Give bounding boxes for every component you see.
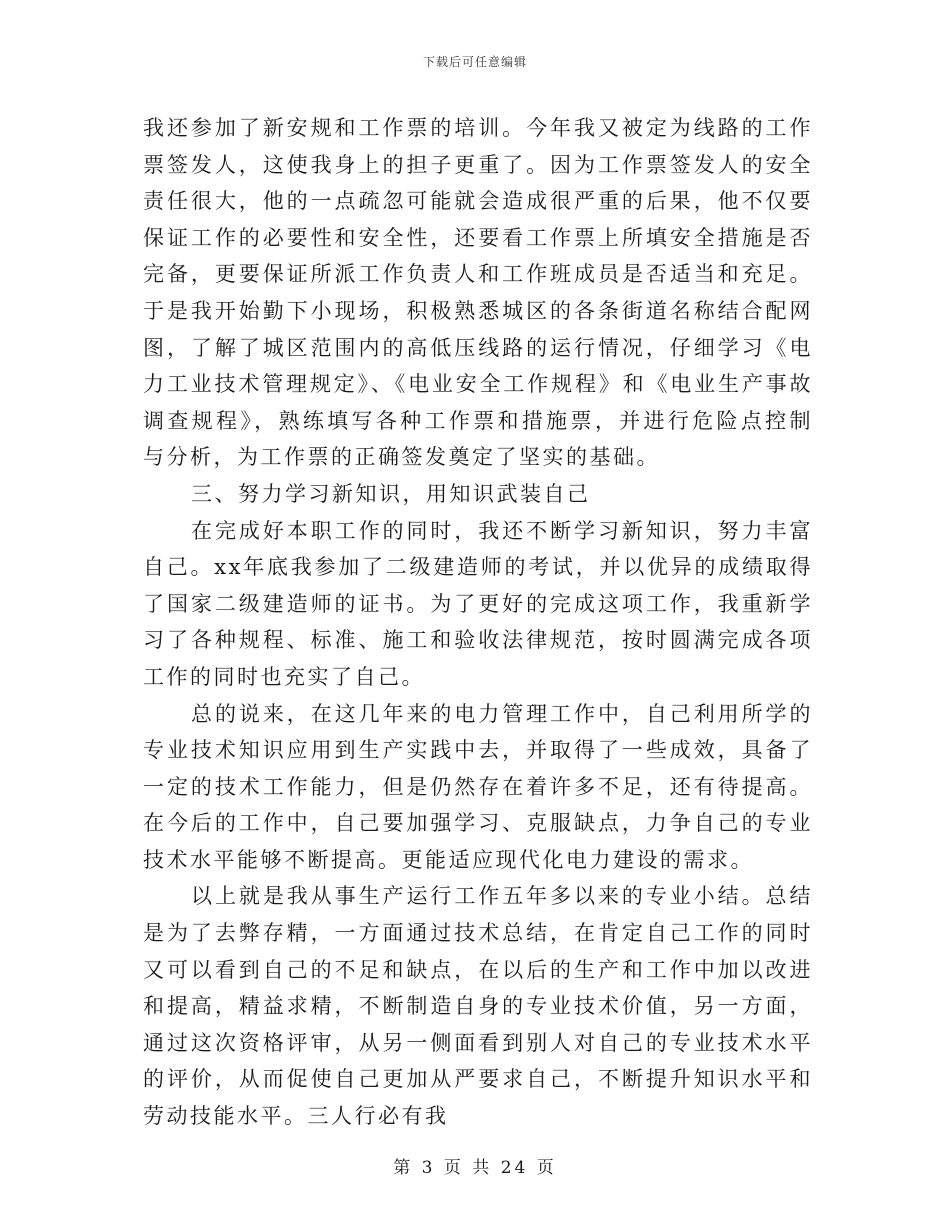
- paragraph-conclusion: 以上就是我从事生产运行工作五年多以来的专业小结。总结是为了去弊存精，一方面通过技术总结，在肯定自己工作的同时又可以看到自己的不足和缺点，在以后的生产和工作中加以改进和提高，精益求精，不断制造自身的专业技术价值，另一方面，通过这次资格评审，从另一侧面看到别人对自己的专业技术水平的评价，从而促使自己更加从严要求自己，不断提升知识水平和劳动技能水平。三人行必有我: [143, 884, 813, 1129]
- paragraph-overall-summary: 总的说来，在这几年来的电力管理工作中，自己利用所学的专业技术知识应用到生产实践中去，并取得了一些成效，具备了一定的技术工作能力，但是仍然存在着许多不足，还有待提高。在今后的工作中，自己要加强学习、克服缺点，力争自己的专业技术水平能够不断提高。更能适应现代化电力建设的需求。: [143, 701, 813, 872]
- paragraph-work-ticket-training: 我还参加了新安规和工作票的培训。今年我又被定为线路的工作票签发人，这使我身上的担子更重了。因为工作票签发人的安全责任很大，他的一点疏忽可能就会造成很严重的后果，他不仅要保证工作的必要性和安全性，还要看工作票上所填安全措施是否完备，更要保证所派工作负责人和工作班成员是否适当和充足。于是我开始勤下小现场，积极熟悉城区的各条街道名称结合配网图，了解了城区范围内的高低压线路的运行情况，仔细学习《电力工业技术管理规定》、《电业安全工作规程》和《电业生产事故调查规程》，熟练填写各种工作票和措施票，并进行危险点控制与分析，为工作票的正确签发奠定了坚实的基础。: [143, 116, 813, 470]
- section-heading-learning: 三、努力学习新知识，用知识武装自己: [191, 481, 591, 506]
- page-header-note: 下载后可任意编辑: [422, 55, 527, 69]
- paragraph-new-knowledge: 在完成好本职工作的同时，我还不断学习新知识，努力丰富自己。xx年底我参加了二级建造师的考试，并以优异的成绩取得了国家二级建造师的证书。为了更好的完成这项工作，我重新学习了各种规程、标准、施工和验收法律规范，按时圆满完成各项工作的同时也充实了自己。: [143, 518, 813, 689]
- page-number-footer: 第 3 页 共 24 页: [393, 1158, 557, 1178]
- document-body: [143, 110, 813, 1135]
